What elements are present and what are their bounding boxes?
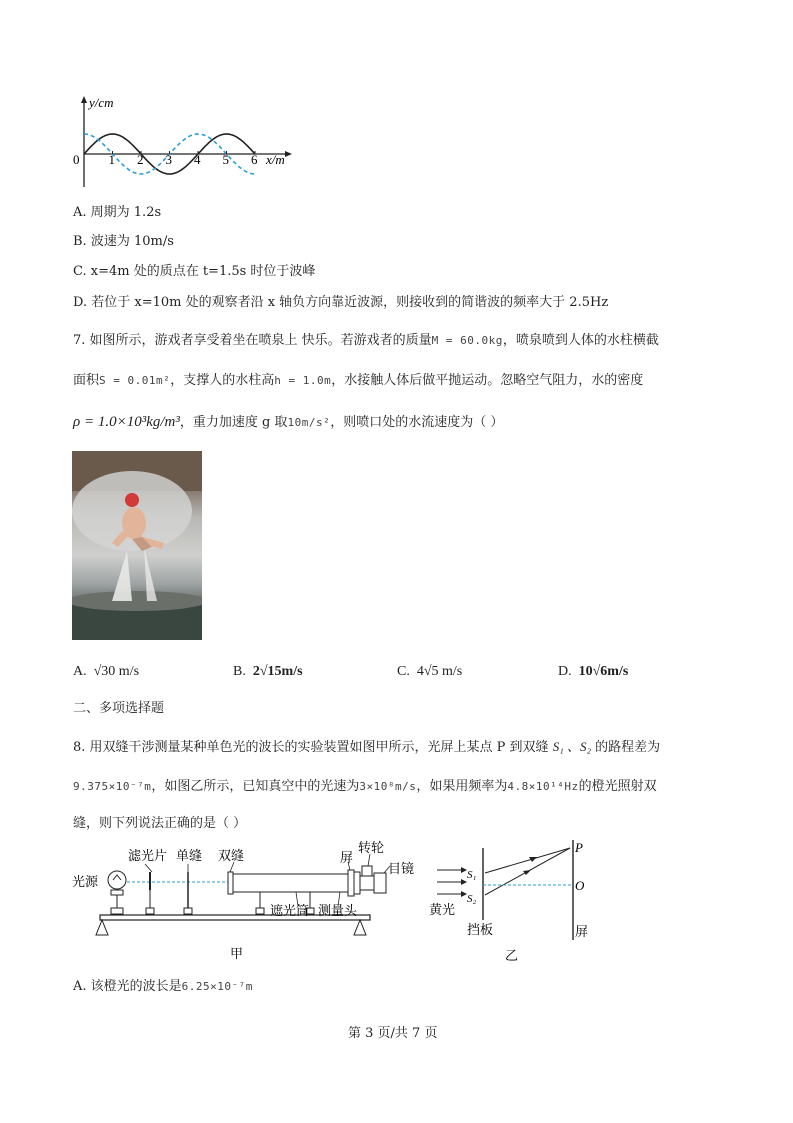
label-o: O — [575, 878, 585, 893]
caption-jia: 甲 — [230, 946, 244, 961]
q7-option-b: B. 2√15m/s — [233, 664, 303, 679]
label-screen2: 屏 — [575, 924, 589, 939]
label-s2: S₂ — [467, 893, 477, 905]
q6-option-a: A. 周期为 1.2s — [73, 205, 162, 220]
q7-option-d: D. 10√6m/s — [558, 664, 629, 679]
label-double-slit: 双缝 — [218, 848, 245, 863]
label-head: 测量头 — [318, 903, 358, 918]
fountain-photo — [72, 451, 202, 640]
q7-line3: ρ = 1.0×10³kg/m³，重力加速度 g 取10m/s²，则喷口处的水流速度为（ ） — [73, 414, 504, 430]
y-label: y/cm — [89, 95, 114, 110]
q6-option-d: D. 若位于 x=10m 处的观察者沿 x 轴负方向靠近波源，则接收到的简谐波的频率大于 2.5Hz — [73, 295, 609, 310]
label-yellow: 黄光 — [429, 902, 456, 917]
x-tick-label: 3 — [165, 152, 172, 167]
q8-line1: 8. 用双缝干涉测量某种单色光的波长的实验装置如图甲所示，光屏上某点 P 到双缝 S₁ 、S₂ 的路程差为 — [73, 739, 661, 755]
label-wheel: 转轮 — [358, 840, 385, 855]
x-tick-label: 2 — [137, 152, 144, 167]
label-eyepiece: 目镜 — [388, 861, 415, 876]
q8-line3: 缝，则下列说法正确的是（ ） — [73, 816, 247, 831]
label-filter: 滤光片 — [128, 848, 168, 863]
label-tube: 遮光筒 — [270, 903, 310, 918]
label-s1: S₁ — [467, 869, 477, 881]
q7-option-a: A. √30 m/s — [73, 664, 140, 679]
caption-yi: 乙 — [505, 948, 519, 963]
q6-option-b: B. 波速为 10m/s — [73, 234, 174, 249]
label-baffle: 挡板 — [467, 922, 494, 937]
x-label: x/m — [266, 152, 285, 167]
y-axis-arrow — [81, 96, 87, 103]
q8-option-a: A. 该橙光的波长是6.25×10⁻⁷m — [73, 979, 253, 994]
q7-option-c: C. 4√5 m/s — [397, 664, 463, 679]
x-tick-label: 1 — [108, 152, 115, 167]
origin-label: 0 — [73, 152, 80, 167]
section-title: 二、多项选择题 — [73, 701, 165, 716]
label-source: 光源 — [72, 874, 99, 889]
page-footer: 第 3 页/共 7 页 — [348, 1026, 438, 1041]
q6-option-c: C. x=4m 处的质点在 t=1.5s 时位于波峰 — [73, 264, 316, 279]
q7-line2: 面积S = 0.01m²，支撑人的水柱高h = 1.0m，水接触人体后做平抛运动。忽略空气阻力，水的密度 — [73, 373, 644, 388]
x-tick-label: 6 — [251, 152, 258, 167]
label-screen: 屏 — [340, 850, 354, 865]
interference-diagram — [425, 840, 595, 965]
q7-line1: 7. 如图所示，游戏者享受着坐在喷泉上 快乐。若游戏者的质量M = 60.0kg，喷泉喷到人体的水柱横截 — [73, 333, 659, 348]
q8-line2: 9.375×10⁻⁷m，如图乙所示，已知真空中的光速为3×10⁸m/s，如果用频率为4.8×10¹⁴Hz的橙光照射双 — [73, 779, 657, 794]
wave-graph — [70, 92, 300, 192]
x-axis-arrow — [285, 151, 292, 157]
apparatus-diagram — [70, 840, 420, 965]
label-p: P — [575, 840, 583, 855]
x-tick-label: 4 — [194, 152, 201, 167]
x-tick-label: 5 — [222, 152, 229, 167]
label-single-slit: 单缝 — [176, 848, 203, 863]
